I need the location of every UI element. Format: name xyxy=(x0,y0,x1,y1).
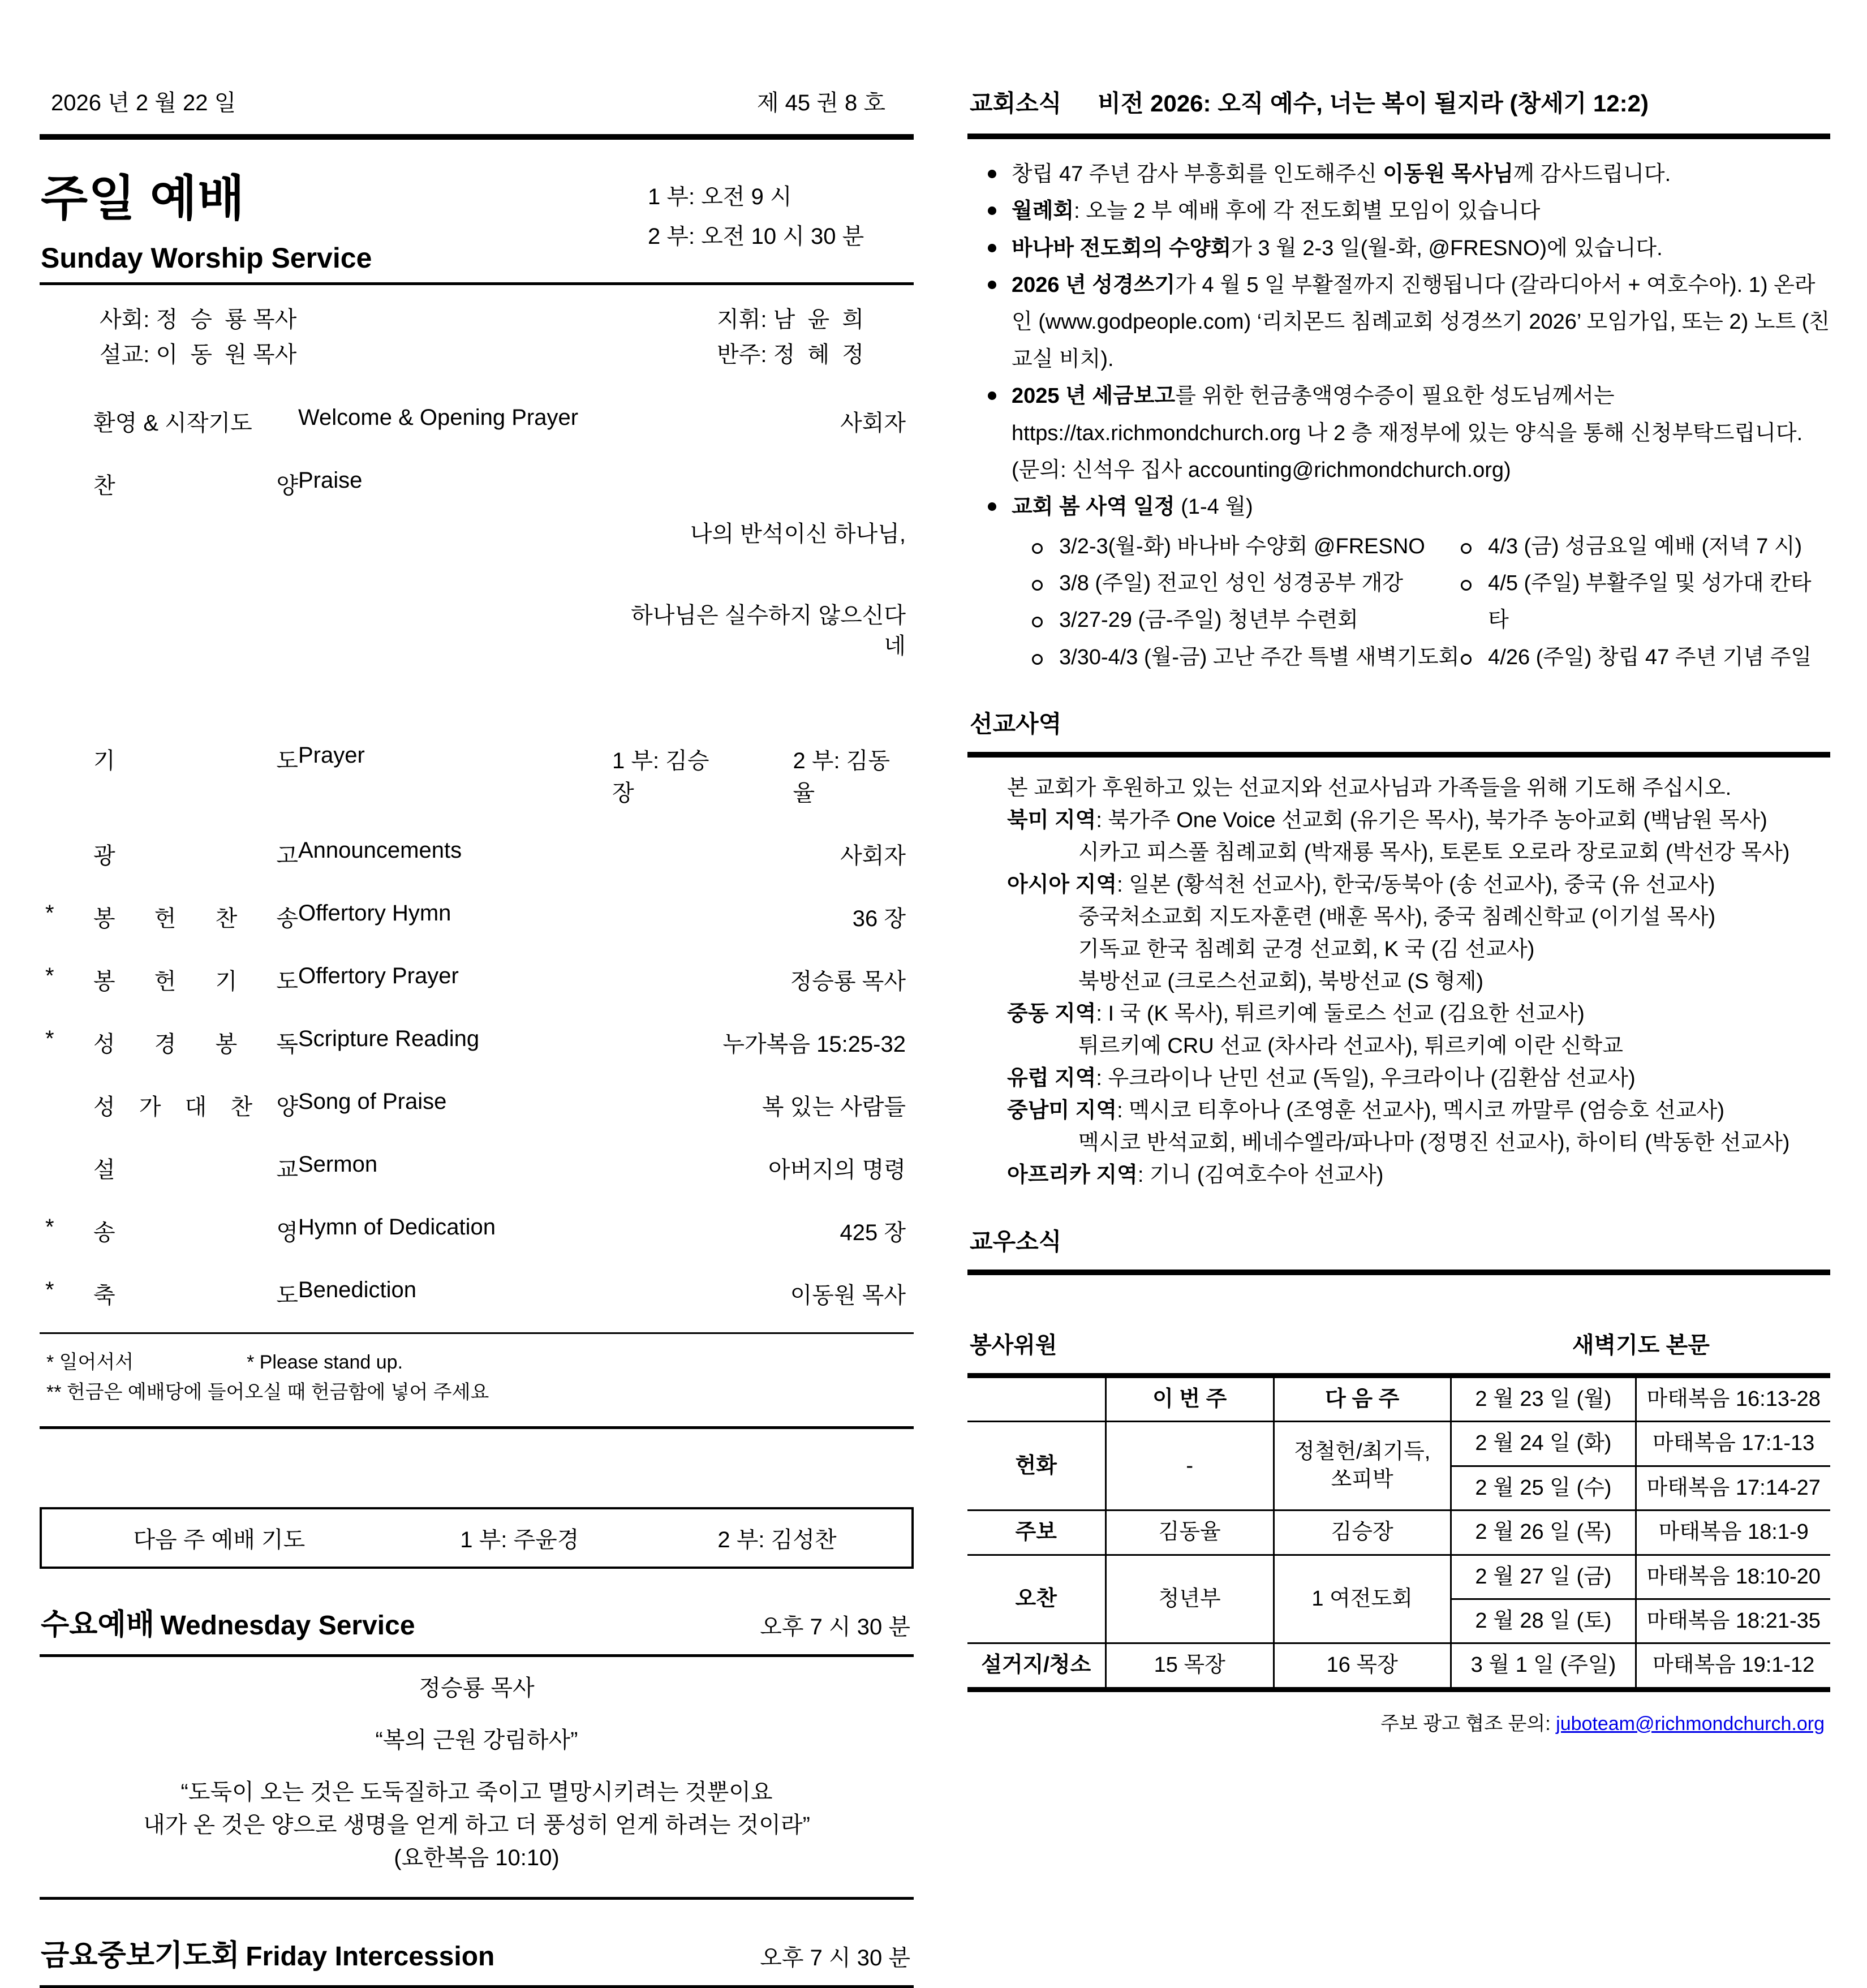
wednesday-preacher: 정승룡 목사 xyxy=(419,1676,535,1701)
duty-next-week: 김승장 xyxy=(1274,1511,1451,1555)
table-row xyxy=(967,1643,1830,1689)
duty-and-scripture-table xyxy=(967,1373,1830,1692)
missions-line: 아프리카 지역: 기니 (김여호수아 선교사) xyxy=(1007,1163,1384,1187)
star-marker: * xyxy=(45,1026,54,1051)
circle-bullet-icon xyxy=(1032,617,1043,627)
friday-time: 오후 7 시 30 분 xyxy=(760,1946,910,1971)
order-kr-label: 송 영 xyxy=(93,1220,298,1245)
dawn-scripture: 마태복음 19:1-12 xyxy=(1636,1643,1830,1689)
announcement-text: 창립 47 주년 감사 부흥회를 인도해주신 이동원 목사님께 감사드립니다. xyxy=(1012,162,1671,186)
dawn-date: 3 월 1 일 (주일) xyxy=(1451,1643,1636,1689)
duty-label: 헌화 xyxy=(967,1422,1105,1511)
praise-song-line-2: 하나님은 실수하지 않으신다네 xyxy=(631,603,906,659)
service-time-2: 2 부: 오전 10 시 30 분 xyxy=(648,224,864,249)
prayer-part-2: 2 부: 김동율 xyxy=(793,748,891,806)
missions-line: 시카고 피스풀 침례교회 (박재룡 목사), 토론토 오로라 장로교회 (박선강 목사) xyxy=(1078,841,1790,865)
circle-bullet-icon xyxy=(1461,654,1472,665)
announcement-item xyxy=(967,378,1830,489)
circle-bullet-icon xyxy=(1032,580,1043,591)
spring-schedule-right xyxy=(1461,528,1830,676)
worship-leaders xyxy=(40,285,914,376)
duty-next-week: 1 여전도회 xyxy=(1274,1555,1451,1643)
dawn-scripture: 마태복음 17:14-27 xyxy=(1636,1466,1830,1510)
wednesday-sermon-title: “복의 근원 강림하사” xyxy=(375,1728,578,1753)
dawn-date: 2 월 27 일 (금) xyxy=(1451,1555,1636,1599)
missions-line: 북방선교 (크로스선교회), 북방선교 (S 형제) xyxy=(1078,970,1484,994)
spring-schedule-left xyxy=(1032,528,1461,676)
divider xyxy=(40,1426,914,1429)
dawn-date: 2 월 24 일 (화) xyxy=(1451,1422,1636,1466)
circle-bullet-icon xyxy=(1032,543,1043,554)
dawn-scripture: 마태복음 18:10-20 xyxy=(1636,1555,1830,1599)
church-news-header xyxy=(967,0,1830,134)
bullet-icon xyxy=(988,391,996,400)
bullet-icon xyxy=(988,281,996,289)
duty-this-week: 15 목장 xyxy=(1105,1643,1274,1689)
order-en-label: Song of Praise xyxy=(298,1089,447,1114)
missions-line: 중남미 지역: 멕시코 티후아나 (조영훈 선교사), 멕시코 까말루 (엄승호 선교사) xyxy=(1007,1099,1725,1123)
schedule-text: 4/5 (주일) 부활주일 및 성가대 칸타타 xyxy=(1488,571,1812,632)
order-kr-label: 기 도 xyxy=(93,748,298,773)
announcement-text: 바나바 전도회의 수양회가 3 월 2-3 일(월-화, @FRESNO)에 있습니다. xyxy=(1012,236,1663,260)
announcement-item xyxy=(967,489,1830,526)
order-value: 아버지의 명령 xyxy=(768,1157,906,1182)
friday-title-kr: 금요중보기도회 xyxy=(41,1939,240,1973)
duty-this-week: - xyxy=(1105,1422,1274,1511)
col-header-this-week: 이 번 주 xyxy=(1105,1376,1274,1422)
missions-intro: 본 교회가 후원하고 있는 선교지와 선교사님과 가족들을 위해 기도해 주십시오. xyxy=(1007,776,1732,801)
right-column xyxy=(967,0,1830,1736)
missions-line: 기독교 한국 침례회 군경 선교회, K 국 (김 선교사) xyxy=(1078,937,1535,962)
schedule-item xyxy=(1032,602,1461,639)
order-en-label: Announcements xyxy=(298,838,462,863)
wednesday-quote-line-1: “도둑이 오는 것은 도둑질하고 죽이고 멸망시키려는 것뿐이요 xyxy=(180,1780,773,1805)
duty-next-week-line-1: 정철헌/최기득, xyxy=(1294,1439,1431,1464)
prayer-part-1: 1 부: 김승장 xyxy=(612,748,709,806)
divider xyxy=(967,752,1830,758)
order-value xyxy=(612,743,906,807)
wednesday-quote-line-2: 내가 온 것은 양으로 생명을 얻게 하고 더 풍성히 얻게 하려는 것이라” xyxy=(143,1813,810,1838)
dawn-scripture: 마태복음 17:1-13 xyxy=(1636,1422,1830,1466)
announcement-list xyxy=(967,139,1830,679)
dawn-date: 2 월 23 일 (월) xyxy=(1451,1376,1636,1422)
order-value: 사회자 xyxy=(840,844,906,868)
leader-accompanist: 반주: 정 혜 정 xyxy=(717,342,864,367)
order-en-label: Welcome & Opening Prayer xyxy=(298,405,579,430)
fellowship-news-header: 교우소식 xyxy=(970,1228,1062,1255)
dawn-prayer-title: 새벽기도 본문 xyxy=(1572,1333,1710,1358)
duty-label: 주보 xyxy=(967,1511,1105,1555)
star-marker: * xyxy=(45,901,54,926)
bullet-icon xyxy=(988,170,996,178)
issue-number: 제 45 권 8 호 xyxy=(756,91,885,115)
order-kr-label: 성 경 봉 독 xyxy=(93,1032,298,1057)
next-week-part-1: 1 부: 주윤경 xyxy=(460,1527,579,1553)
order-row-benediction xyxy=(40,1277,906,1310)
order-row-praise xyxy=(40,468,906,712)
missions-line: 유럽 지역: 우크라이나 난민 선교 (독일), 우크라이나 (김환삼 선교사) xyxy=(1007,1066,1636,1091)
spring-schedule xyxy=(967,528,1830,676)
announcement-text: 2025 년 세금보고를 위한 헌금총액영수증이 필요한 성도님께서는 https://tax.richmondchurch.org 나 2 층 재정부에 있는 양식을 통해 신청부탁드립니다. (문의: 신석우 집사 accounting@richmondchurch.org) xyxy=(1012,384,1803,482)
order-row-announcements xyxy=(40,838,906,870)
left-column xyxy=(40,0,914,1988)
dawn-scripture: 마태복음 16:13-28 xyxy=(1636,1376,1830,1422)
leader-conductor: 지휘: 남 윤 희 xyxy=(717,307,864,332)
missions-list xyxy=(967,758,1830,1197)
friday-title-en: Friday Intercession xyxy=(246,1942,495,1972)
dawn-scripture: 마태복음 18:21-35 xyxy=(1636,1599,1830,1643)
duty-section-titles xyxy=(967,1275,1830,1373)
order-value: 36 장 xyxy=(852,906,906,931)
announcement-text: 월례회: 오늘 2 부 예배 후에 각 전도회별 모임이 있습니다 xyxy=(1012,199,1541,223)
masthead xyxy=(40,0,914,134)
order-row-hymn-of-dedication xyxy=(40,1215,906,1247)
duty-this-week: 김동율 xyxy=(1105,1511,1274,1555)
next-week-prayer-box xyxy=(40,1507,914,1569)
order-row-prayer xyxy=(40,743,906,807)
schedule-item xyxy=(1461,639,1830,676)
order-kr-label: 광 고 xyxy=(93,844,298,868)
missions-line: 중동 지역: I 국 (K 목사), 튀르키예 둘로스 선교 (김요한 선교사) xyxy=(1007,1002,1585,1026)
missions-line: 아시아 지역: 일본 (황석천 선교사), 한국/동북아 (송 선교사), 중국 (유 선교사) xyxy=(1007,873,1715,897)
announcement-item xyxy=(967,230,1830,267)
wednesday-title-kr: 수요예배 xyxy=(41,1608,154,1642)
duty-next-week xyxy=(1274,1422,1451,1511)
wednesday-title-en: Wednesday Service xyxy=(160,1611,415,1641)
church-news-title: 교회소식 xyxy=(970,90,1062,117)
announcement-item xyxy=(967,156,1830,193)
order-en-label: Offertory Prayer xyxy=(298,963,459,988)
divider xyxy=(967,1270,1830,1275)
sunday-title-kr: 주일 예배 xyxy=(41,171,246,226)
service-times xyxy=(648,177,864,256)
order-kr-label: 찬 양 xyxy=(93,474,298,498)
order-row-sermon xyxy=(40,1152,906,1184)
announcement-item xyxy=(967,193,1830,230)
schedule-text: 3/27-29 (금-주일) 청년부 수련회 xyxy=(1059,608,1358,632)
bulletin-contact-footer xyxy=(967,1692,1830,1736)
missions-header: 선교사역 xyxy=(970,711,1062,738)
order-row-welcome xyxy=(40,405,906,437)
bullet-icon xyxy=(988,244,996,252)
order-kr-label: 성 가 대 찬 양 xyxy=(93,1095,298,1120)
divider xyxy=(40,134,914,140)
missions-line: 튀르키예 CRU 선교 (차사라 선교사), 튀르키예 이란 신학교 xyxy=(1078,1034,1623,1058)
leader-mc: 사회: 정 승 룡 목사 xyxy=(100,307,297,332)
duty-next-week-line-2: 쏘피박 xyxy=(1331,1468,1393,1492)
schedule-item xyxy=(1032,565,1461,602)
missions-line: 멕시코 반석교회, 베네수엘라/파나마 (정명진 선교사), 하이티 (박동한 선교사) xyxy=(1078,1131,1790,1155)
friday-intercession-header xyxy=(40,1900,914,1985)
sunday-title-en: Sunday Worship Service xyxy=(41,242,372,274)
duty-blank-cell xyxy=(967,1376,1105,1422)
wednesday-service-header xyxy=(40,1569,914,1654)
order-en-label: Sermon xyxy=(298,1152,378,1177)
dawn-scripture: 마태복음 18:1-9 xyxy=(1636,1511,1830,1555)
schedule-text: 3/8 (주일) 전교인 성인 성경공부 개강 xyxy=(1059,571,1404,595)
dawn-date: 2 월 26 일 (목) xyxy=(1451,1511,1636,1555)
next-week-label: 다음 주 예배 기도 xyxy=(133,1527,306,1553)
duty-roster-title: 봉사위원 xyxy=(970,1333,1057,1358)
star-marker: * xyxy=(45,1277,54,1302)
schedule-text: 4/3 (금) 성금요일 예배 (저녁 7 시) xyxy=(1488,534,1803,558)
order-kr-label: 봉 헌 찬 송 xyxy=(93,906,298,931)
order-en-label: Praise xyxy=(298,468,363,493)
table-row xyxy=(967,1555,1830,1599)
missions-line: 북미 지역: 북가주 One Voice 선교회 (유기은 목사), 북가주 농아교회 (백남원 목사) xyxy=(1007,808,1767,833)
order-en-label: Hymn of Dedication xyxy=(298,1215,496,1240)
order-en-label: Benediction xyxy=(298,1277,417,1302)
order-value: 사회자 xyxy=(840,411,906,436)
schedule-text: 3/2-3(월-화) 바나바 수양회 @FRESNO xyxy=(1059,534,1425,558)
bullet-icon xyxy=(988,502,996,511)
order-kr-label: 환영 & 시작기도 xyxy=(93,411,252,436)
duty-this-week: 청년부 xyxy=(1105,1555,1274,1643)
vision-statement: 비전 2026: 오직 예수, 너는 복이 될지라 (창세기 12:2) xyxy=(1098,90,1649,117)
next-week-part-2: 2 부: 김성찬 xyxy=(717,1527,837,1553)
circle-bullet-icon xyxy=(1461,543,1472,554)
col-header-next-week: 다 음 주 xyxy=(1274,1376,1451,1422)
announcement-text: 교회 봄 사역 일정 (1-4 월) xyxy=(1012,495,1253,519)
schedule-item xyxy=(1032,639,1461,676)
announcement-text: 2026 년 성경쓰기가 4 월 5 일 부활절까지 진행됩니다 (갈라디아서 + 여호수아). 1) 온라인 (www.godpeople.com) ‘리치몬드 침례교회 성경쓰기 2026’ 모임가입, 또는 2) 노트 (친교실 비치). xyxy=(1012,273,1830,371)
wednesday-service-body xyxy=(40,1657,914,1897)
sunday-title-block xyxy=(40,140,914,282)
schedule-text: 3/30-4/3 (월-금) 고난 주간 특별 새벽기도회 xyxy=(1059,645,1460,669)
order-en-label: Offertory Hymn xyxy=(298,901,451,926)
duty-next-week: 16 목장 xyxy=(1274,1643,1451,1689)
divider xyxy=(967,134,1830,139)
missions-line: 중국처소교회 지도자훈련 (배훈 목사), 중국 침례신학교 (이기설 목사) xyxy=(1078,905,1716,930)
table-row xyxy=(967,1511,1830,1555)
star-marker: * xyxy=(45,963,54,988)
duty-label: 오찬 xyxy=(967,1555,1105,1643)
schedule-text: 4/26 (주일) 창립 47 주년 기념 주일 xyxy=(1488,645,1812,669)
order-row-song-of-praise xyxy=(40,1089,906,1121)
order-en-label: Prayer xyxy=(298,743,365,768)
order-value xyxy=(612,468,906,712)
order-row-offertory-prayer xyxy=(40,963,906,996)
order-value: 누가복음 15:25-32 xyxy=(722,1032,906,1057)
circle-bullet-icon xyxy=(1461,580,1472,591)
wednesday-time: 오후 7 시 30 분 xyxy=(760,1615,910,1640)
footnote-offering: ** 헌금은 예배당에 들어오실 때 헌금함에 넣어 주세요 xyxy=(46,1381,489,1403)
contact-email-link[interactable]: juboteam@richmondchurch.org xyxy=(1556,1712,1825,1735)
order-kr-label: 축 도 xyxy=(93,1283,298,1308)
order-value: 이동원 목사 xyxy=(790,1283,906,1308)
order-value: 복 있는 사람들 xyxy=(762,1095,906,1120)
dawn-date: 2 월 28 일 (토) xyxy=(1451,1599,1636,1643)
dawn-date: 2 월 25 일 (수) xyxy=(1451,1466,1636,1510)
duty-label: 설거지/청소 xyxy=(967,1643,1105,1689)
table-row xyxy=(967,1422,1830,1466)
order-value: 425 장 xyxy=(840,1220,906,1245)
service-time-1: 1 부: 오전 9 시 xyxy=(648,184,792,209)
order-value: 정승룡 목사 xyxy=(790,969,906,994)
table-row xyxy=(967,1376,1830,1422)
contact-label: 주보 광고 협조 문의: xyxy=(1380,1712,1556,1735)
star-marker: * xyxy=(45,1215,54,1240)
order-row-offertory-hymn xyxy=(40,901,906,933)
circle-bullet-icon xyxy=(1032,654,1043,665)
footnotes xyxy=(40,1334,914,1426)
order-row-scripture-reading xyxy=(40,1026,906,1058)
order-en-label: Scripture Reading xyxy=(298,1026,480,1051)
praise-song-line-1: 나의 반석이신 하나님, xyxy=(690,522,906,547)
schedule-item xyxy=(1461,565,1830,639)
schedule-item xyxy=(1461,528,1830,565)
worship-order xyxy=(40,376,914,1332)
order-kr-label: 봉 헌 기 도 xyxy=(93,969,298,994)
issue-date: 2026 년 2 월 22 일 xyxy=(51,91,236,115)
wednesday-reference: (요한복음 10:10) xyxy=(394,1845,560,1871)
announcement-item xyxy=(967,267,1830,378)
bullet-icon xyxy=(988,206,996,215)
footnote-stand-kr: * 일어서서 xyxy=(46,1352,134,1373)
order-kr-label: 설 교 xyxy=(93,1157,298,1182)
schedule-item xyxy=(1032,528,1461,565)
divider xyxy=(40,1985,914,1988)
footnote-stand-en: * Please stand up. xyxy=(247,1352,403,1373)
leader-preacher: 설교: 이 동 원 목사 xyxy=(100,342,297,367)
